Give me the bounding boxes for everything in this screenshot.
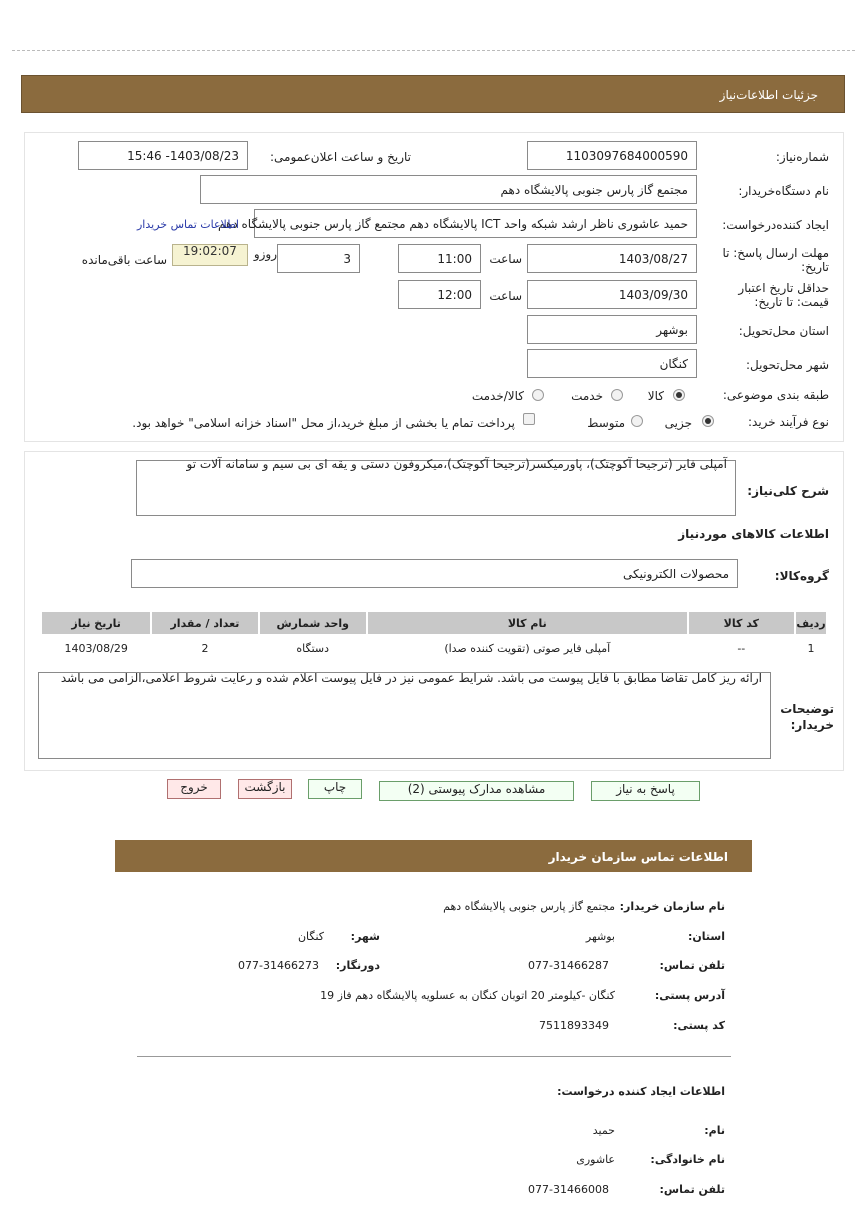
cell-row: 1 [796, 636, 826, 660]
col-date: تاریخ نیاز [42, 612, 150, 634]
respond-button[interactable]: پاسخ به نیاز [591, 781, 700, 801]
buyer-notes-text: ارائه ریز کامل تقاضا مطابق با فایل پیوست می باشد. شرایط عمومی نیز در فایل پیوست اعلام شده و رعایت شروط اعلامی،الزامی می باشد [60, 671, 762, 685]
category-option-goods-service: کالا/خدمت [471, 389, 524, 403]
goods-group-label: گروه‌کالا: [774, 569, 829, 583]
table-row [42, 636, 826, 660]
deadline-time-word: ساعت [489, 252, 522, 266]
days-word: روزو [253, 247, 277, 261]
purchase-radio-medium[interactable] [631, 415, 643, 427]
cell-unit: دستگاه [260, 636, 366, 660]
attachments-button[interactable]: مشاهده مدارک پیوستی (2) [379, 781, 574, 801]
validity-date-field: 1403/09/30 [527, 280, 697, 309]
buyer-notes-label: توضیحات خریدار: [780, 702, 834, 732]
treasury-payment-checkbox[interactable] [523, 413, 535, 425]
back-button[interactable]: بازگشت [238, 779, 292, 799]
col-qty: تعداد / مقدار [152, 612, 257, 634]
validity-label: حداقل تاریخ اعتبار قیمت: تا تاریخ: [738, 281, 829, 309]
deadline-time-field: 11:00 [398, 244, 481, 273]
goods-group-field: محصولات الکترونیکی [131, 559, 738, 588]
category-radio-goods[interactable] [673, 389, 685, 401]
top-separator [12, 50, 855, 51]
col-name: نام کالا [368, 612, 687, 634]
details-header [21, 75, 845, 113]
contact-org: مجتمع گاز پارس جنوبی پالایشگاه دهم [443, 900, 615, 913]
col-code: کد کالا [689, 612, 794, 634]
city-label: شهر محل‌تحویل: [745, 358, 829, 372]
cell-qty: 2 [152, 636, 257, 660]
buyer-org-field: مجتمع گاز پارس جنوبی پالایشگاه دهم [200, 175, 697, 204]
details-header-title: جزئیات اطلاعات‌نیاز [719, 88, 818, 102]
contact-city-label: شهر: [350, 930, 380, 943]
contact-province: بوشهر [585, 930, 615, 943]
announce-field: 1403/08/23- 15:46 [78, 141, 248, 170]
treasury-payment-note: پرداخت تمام یا بخشی از مبلغ خرید،از محل "اسناد خزانه اسلامی" خواهد بود. [132, 416, 515, 430]
print-button[interactable]: چاپ [308, 779, 362, 799]
contact-postal: 7511893349 [539, 1019, 609, 1032]
announce-label: تاریخ و ساعت اعلان‌عمومی: [269, 150, 411, 164]
requester-field: حمید عاشوری ناظر ارشد شبکه واحد ICT پالایشگاه دهم مجتمع گاز پارس جنوبی پالایشگاه دهم [254, 209, 697, 238]
buyer-org-label: نام دستگاه‌خریدار: [738, 184, 829, 198]
category-option-service: خدمت [571, 389, 603, 403]
requester-label: ایجاد کننده‌درخواست: [722, 218, 829, 232]
goods-table [40, 610, 828, 662]
province-field: بوشهر [527, 315, 697, 344]
contact-city: کنگان [297, 930, 324, 943]
summary-textarea[interactable] [136, 457, 736, 516]
purchase-type-label: نوع فرآیند خرید: [748, 415, 829, 429]
days-field: 3 [277, 244, 360, 273]
contact-fax: 077-31466273 [238, 959, 319, 972]
deadline-label: مهلت ارسال پاسخ: تا تاریخ: [722, 246, 829, 274]
contact-address-label: آدرس پستی: [654, 989, 725, 1002]
validity-time-field: 12:00 [398, 280, 481, 309]
validity-time-word: ساعت [489, 289, 522, 303]
buyer-contact-link[interactable]: اطلاعات تماس خریدار [137, 218, 239, 231]
col-unit: واحد شمارش [260, 612, 366, 634]
remaining-label: ساعت باقی‌مانده [81, 253, 167, 267]
province-label: استان محل‌تحویل: [738, 324, 829, 338]
cell-code: -- [689, 636, 794, 660]
contact-org-label: نام سازمان خریدار: [619, 900, 725, 913]
cell-date: 1403/08/29 [42, 636, 150, 660]
buyer-notes-textarea[interactable] [38, 672, 771, 759]
contact-province-label: استان: [688, 930, 725, 943]
category-label: طبقه بندی موضوعی: [722, 388, 829, 402]
contact-divider [137, 1056, 731, 1057]
summary-label: شرح کلی‌نیاز: [747, 484, 829, 498]
need-number-label: شماره‌نیاز: [775, 150, 829, 164]
contact-phone: 077-31466287 [528, 959, 609, 972]
exit-button[interactable]: خروج [167, 779, 221, 799]
category-option-goods: کالا [647, 389, 664, 403]
goods-table-header [42, 612, 826, 634]
creator-first-name: حمید [592, 1124, 615, 1137]
contact-header [115, 840, 752, 872]
purchase-option-medium: متوسط [587, 416, 625, 430]
city-field: کنگان [527, 349, 697, 378]
contact-address: کنگان -کیلومتر 20 اتوبان کنگان به عسلویه پالایشگاه دهم فاز 19 [320, 989, 615, 1002]
need-number-field: 1103097684000590 [527, 141, 697, 170]
contact-phone-label: تلفن تماس: [659, 959, 725, 972]
summary-text: آمپلی فایر (ترجیحا آکوچتک)، پاورمیکسر(ترجیحا آکوچتک)،میکروفون دستی و یقه ای بی سیم و سامانه آلات تو [186, 457, 727, 471]
creator-section-title: اطلاعات ایجاد کننده درخواست: [557, 1085, 725, 1098]
col-row: ردیف [796, 612, 826, 634]
creator-phone-label: تلفن تماس: [659, 1183, 725, 1196]
creator-last-name: عاشوری [576, 1153, 615, 1166]
cell-name: آمپلی فایر صوتی (تقویت کننده صدا) [368, 636, 687, 660]
goods-section-title: اطلاعات کالاهای موردنیاز [678, 527, 829, 541]
creator-first-name-label: نام: [704, 1124, 725, 1137]
creator-last-name-label: نام خانوادگی: [650, 1153, 725, 1166]
contact-postal-label: کد پستی: [673, 1019, 725, 1032]
deadline-date-field: 1403/08/27 [527, 244, 697, 273]
category-radio-goods-service[interactable] [532, 389, 544, 401]
category-radio-service[interactable] [611, 389, 623, 401]
purchase-radio-minor[interactable] [702, 415, 714, 427]
contact-fax-label: دورنگار: [335, 959, 380, 972]
remaining-timer: 19:02:07 [172, 244, 248, 266]
contact-header-title: اطلاعات تماس سازمان خریدار [548, 850, 728, 864]
purchase-option-minor: جزیی [664, 416, 692, 430]
creator-phone: 077-31466008 [528, 1183, 609, 1196]
